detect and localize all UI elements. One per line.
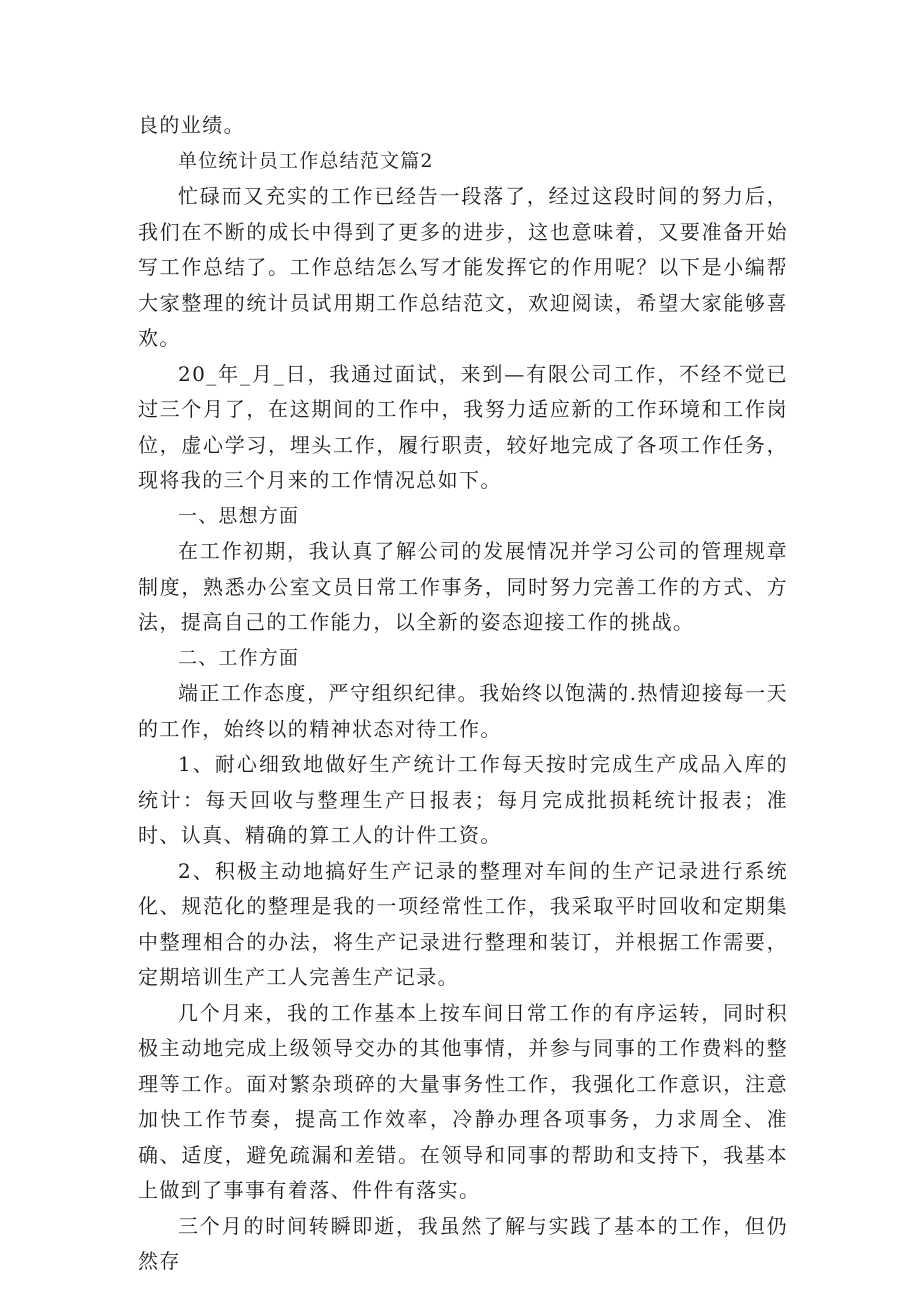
document-body bbox=[138, 108, 788, 1280]
heading-work: 二、工作方面 bbox=[178, 646, 300, 669]
paragraph-continuation: 良的业绩。 bbox=[138, 113, 245, 137]
paragraph-item-1: 1、耐心细致地做好生产统计工作每天按时完成生产成品入库的统计：每天回收与整理生产日报表；每月完成批损耗统计报表；准时、认真、精确的算工人的计件工资。 bbox=[138, 752, 788, 847]
section-title: 单位统计员工作总结范文篇2 bbox=[178, 149, 434, 172]
heading-thought: 一、思想方面 bbox=[178, 504, 300, 527]
paragraph-item-2: 2、积极主动地搞好生产记录的整理对车间的生产记录进行系统化、规范化的整理是我的一项经常性工作，我采取平时回收和定期集中整理相合的办法，将生产记录进行整理和装订，并根据工作需要，定期培训生产工人完善生产记录。 bbox=[138, 858, 788, 989]
paragraph-closing: 三个月的时间转瞬即逝，我虽然了解与实践了基本的工作，但仍然存 bbox=[138, 1213, 788, 1273]
paragraph-thought: 在工作初期，我认真了解公司的发展情况并学习公司的管理规章制度，熟悉办公室文员日常工作事务，同时努力完善工作的方式、方法，提高自己的工作能力，以全新的姿态迎接工作的挑战。 bbox=[138, 539, 788, 634]
paragraph-months: 几个月来，我的工作基本上按车间日常工作的有序运转，同时积极主动地完成上级领导交办的其他事情，并参与同事的工作费料的整理等工作。面对繁杂琐碎的大量事务性工作，我强化工作意识，注意加快工作节奏，提高工作效率，冷静办理各项事务，力求周全、准确、适度，避免疏漏和差错。在领导和同事的帮助和支持下，我基本上做到了事事有着落、件件有落实。 bbox=[138, 1000, 788, 1202]
paragraph-intro: 忙碌而又充实的工作已经告一段落了，经过这段时间的努力后，我们在不断的成长中得到了更多的进步，这也意味着，又要准备开始写工作总结了。工作总结怎么写才能发挥它的作用呢？以下是小编帮大家整理的统计员试用期工作总结范文，欢迎阅读，希望大家能够喜欢。 bbox=[138, 184, 788, 350]
paragraph-opening: 20_年_月_日，我通过面试，来到—有限公司工作，不经不觉已过三个月了，在这期间的工作中，我努力适应新的工作环境和工作岗位，虚心学习，埋头工作，履行职责，较好地完成了各项工作任务，现将我的三个月来的工作情况总如下。 bbox=[138, 361, 788, 492]
paragraph-attitude: 端正工作态度，严守组织纪律。我始终以饱满的.热情迎接每一天的工作，始终以的精神状态对待工作。 bbox=[138, 681, 788, 741]
